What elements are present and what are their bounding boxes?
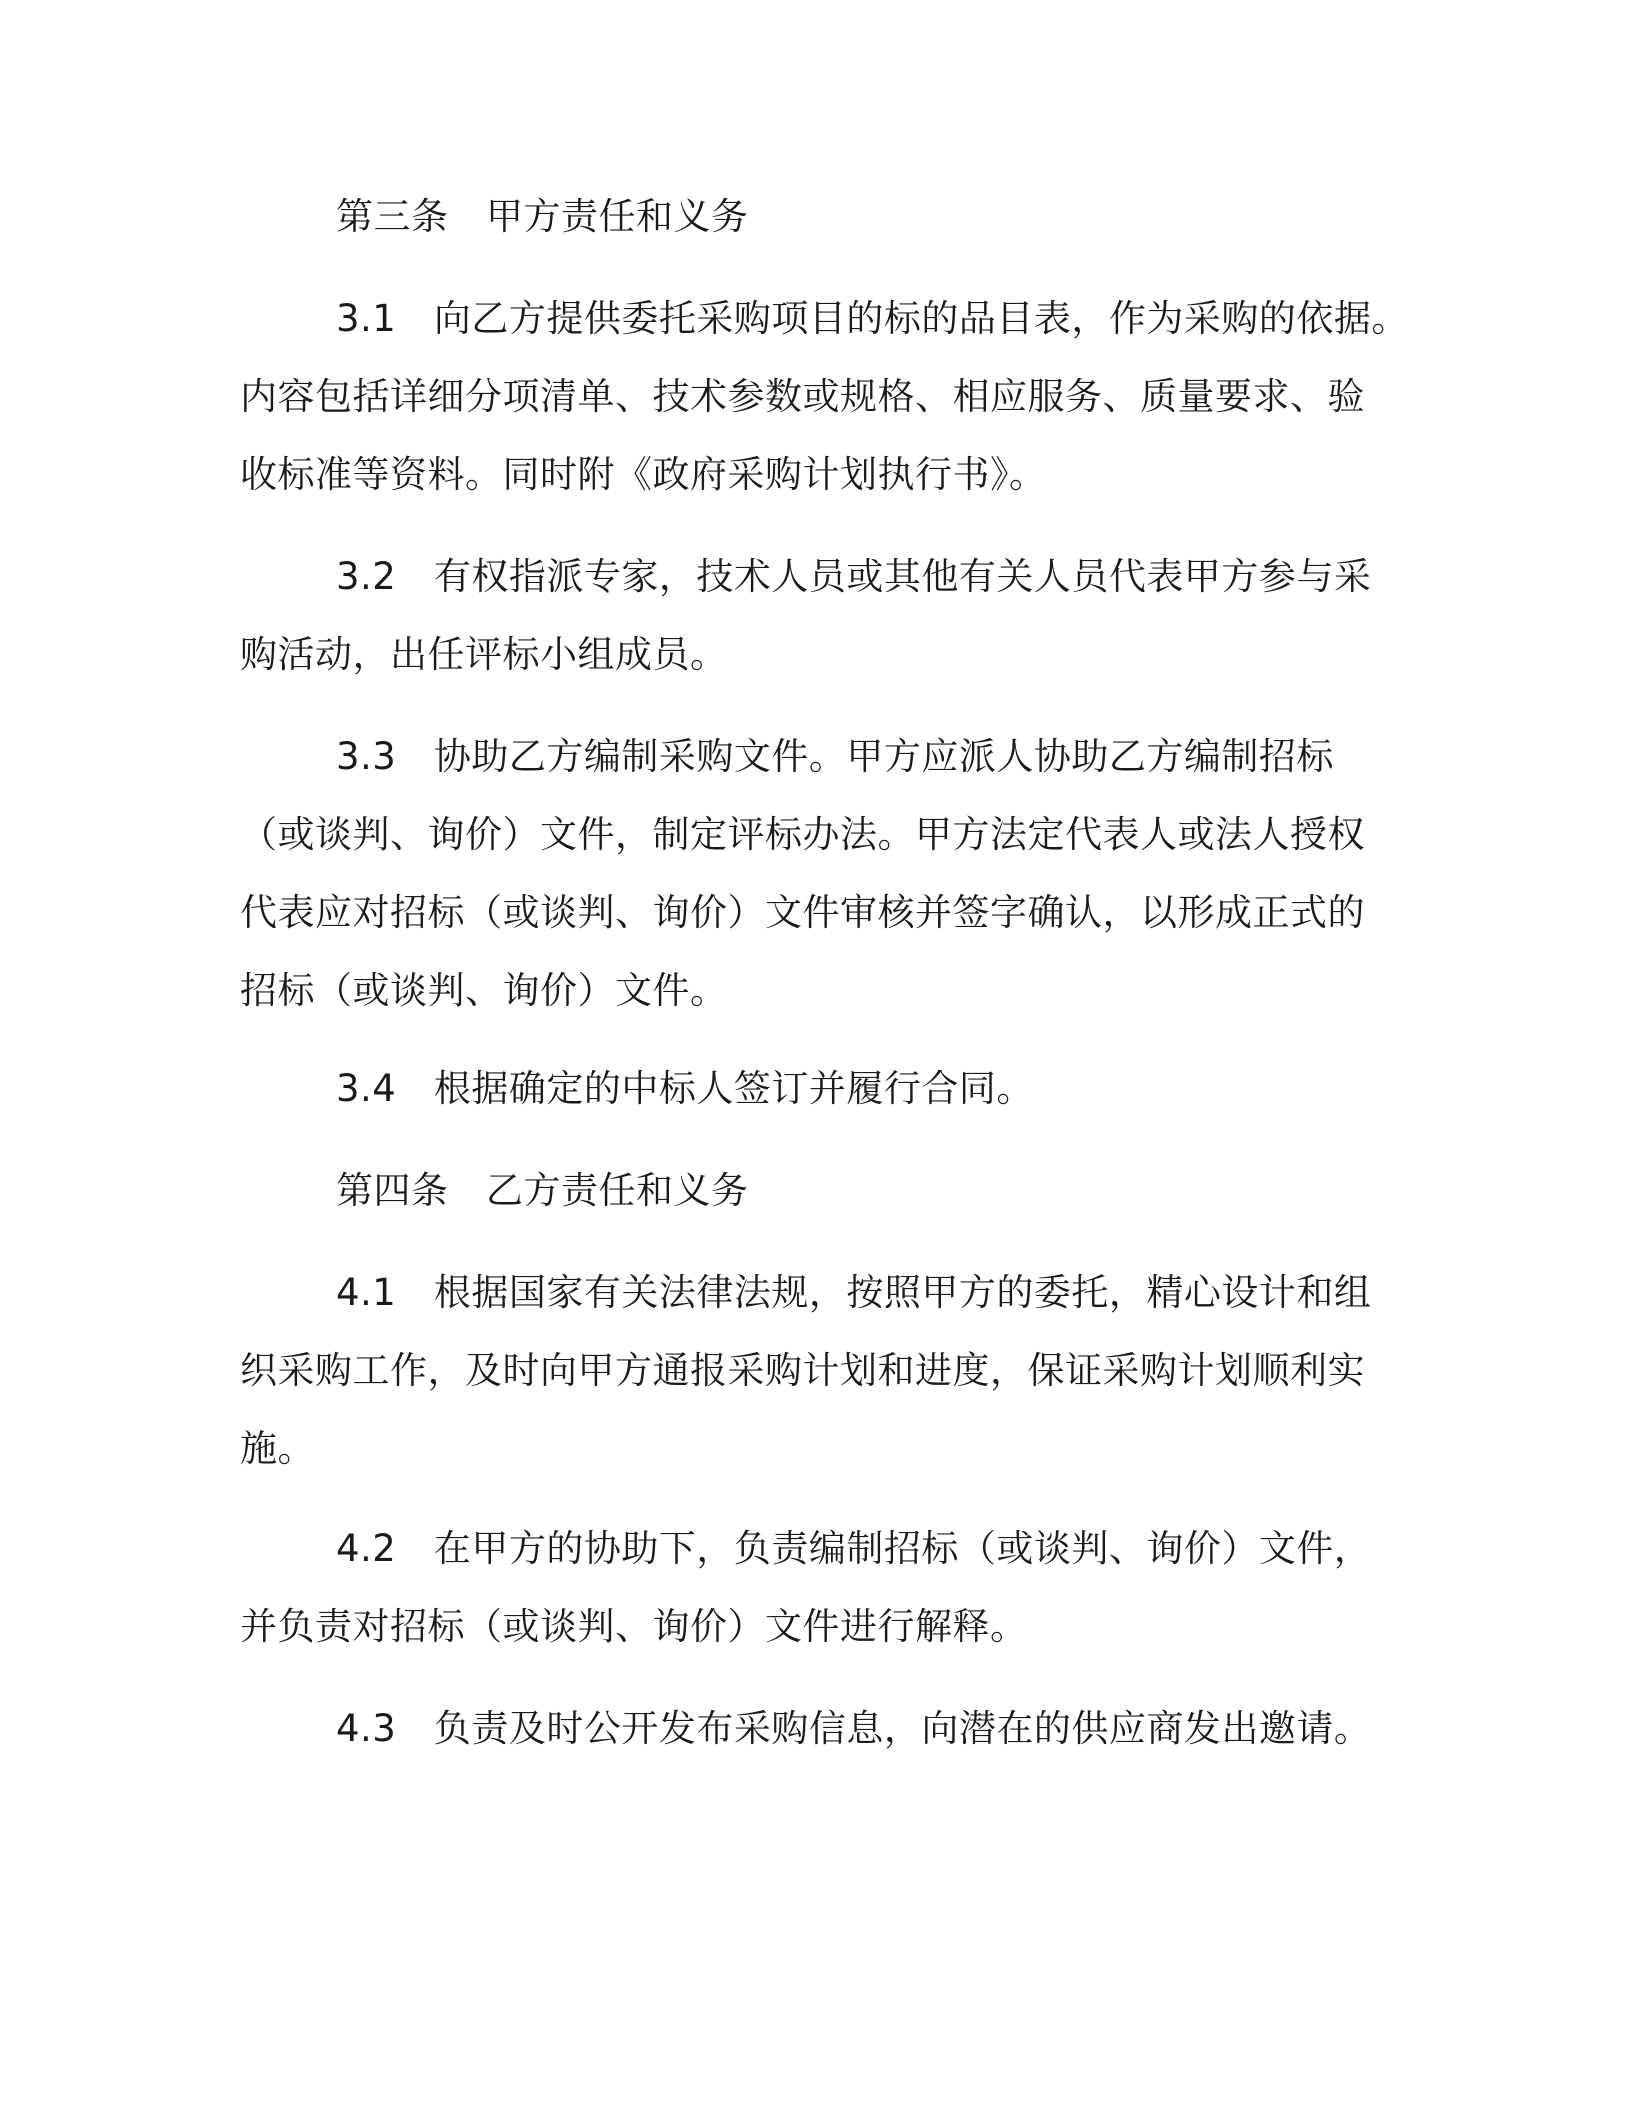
paragraph-line: 施。 <box>240 1427 315 1470</box>
paragraph-line: 招标（或谈判、询价）文件。 <box>240 969 728 1012</box>
paragraph-line: 并负责对招标（或谈判、询价）文件进行解释。 <box>240 1605 1028 1648</box>
paragraph-line: 3.2 有权指派专家，技术人员或其他有关人员代表甲方参与采 <box>336 555 1372 598</box>
paragraph-4-2 <box>240 1510 1390 1666</box>
paragraph-3-3 <box>240 718 1390 1030</box>
paragraph-line: 购活动，出任评标小组成员。 <box>240 633 728 676</box>
paragraph-line: 内容包括详细分项清单、技术参数或规格、相应服务、质量要求、验 <box>240 375 1365 418</box>
article-3-heading <box>240 178 1390 256</box>
heading-line: 第三条 甲方责任和义务 <box>336 195 749 238</box>
paragraph-line: 织采购工作，及时向甲方通报采购计划和进度，保证采购计划顺利实 <box>240 1349 1365 1392</box>
paragraph-line: 3.1 向乙方提供委托采购项目的标的品目表，作为采购的依据。 <box>336 297 1409 340</box>
paragraph-line: 收标准等资料。同时附《政府采购计划执行书》。 <box>240 453 1047 496</box>
paragraph-4-1 <box>240 1254 1390 1488</box>
paragraph-3-4 <box>240 1050 1390 1128</box>
paragraph-line: 4.1 根据国家有关法律法规，按照甲方的委托，精心设计和组 <box>336 1271 1372 1314</box>
paragraph-line: 3.3 协助乙方编制采购文件。甲方应派人协助乙方编制招标 <box>336 735 1334 778</box>
heading-line: 第四条 乙方责任和义务 <box>336 1169 749 1212</box>
paragraph-line: 3.4 根据确定的中标人签订并履行合同。 <box>336 1067 1034 1110</box>
paragraph-line: （或谈判、询价）文件，制定评标办法。甲方法定代表人或法人授权 <box>240 813 1365 856</box>
paragraph-4-3 <box>240 1690 1390 1768</box>
paragraph-line: 4.3 负责及时公开发布采购信息，向潜在的供应商发出邀请。 <box>336 1707 1372 1750</box>
article-4-heading <box>240 1152 1390 1230</box>
paragraph-3-2 <box>240 538 1390 694</box>
paragraph-line: 4.2 在甲方的协助下，负责编制招标（或谈判、询价）文件， <box>336 1527 1372 1570</box>
paragraph-3-1 <box>240 280 1409 514</box>
paragraph-line: 代表应对招标（或谈判、询价）文件审核并签字确认，以形成正式的 <box>240 891 1365 934</box>
